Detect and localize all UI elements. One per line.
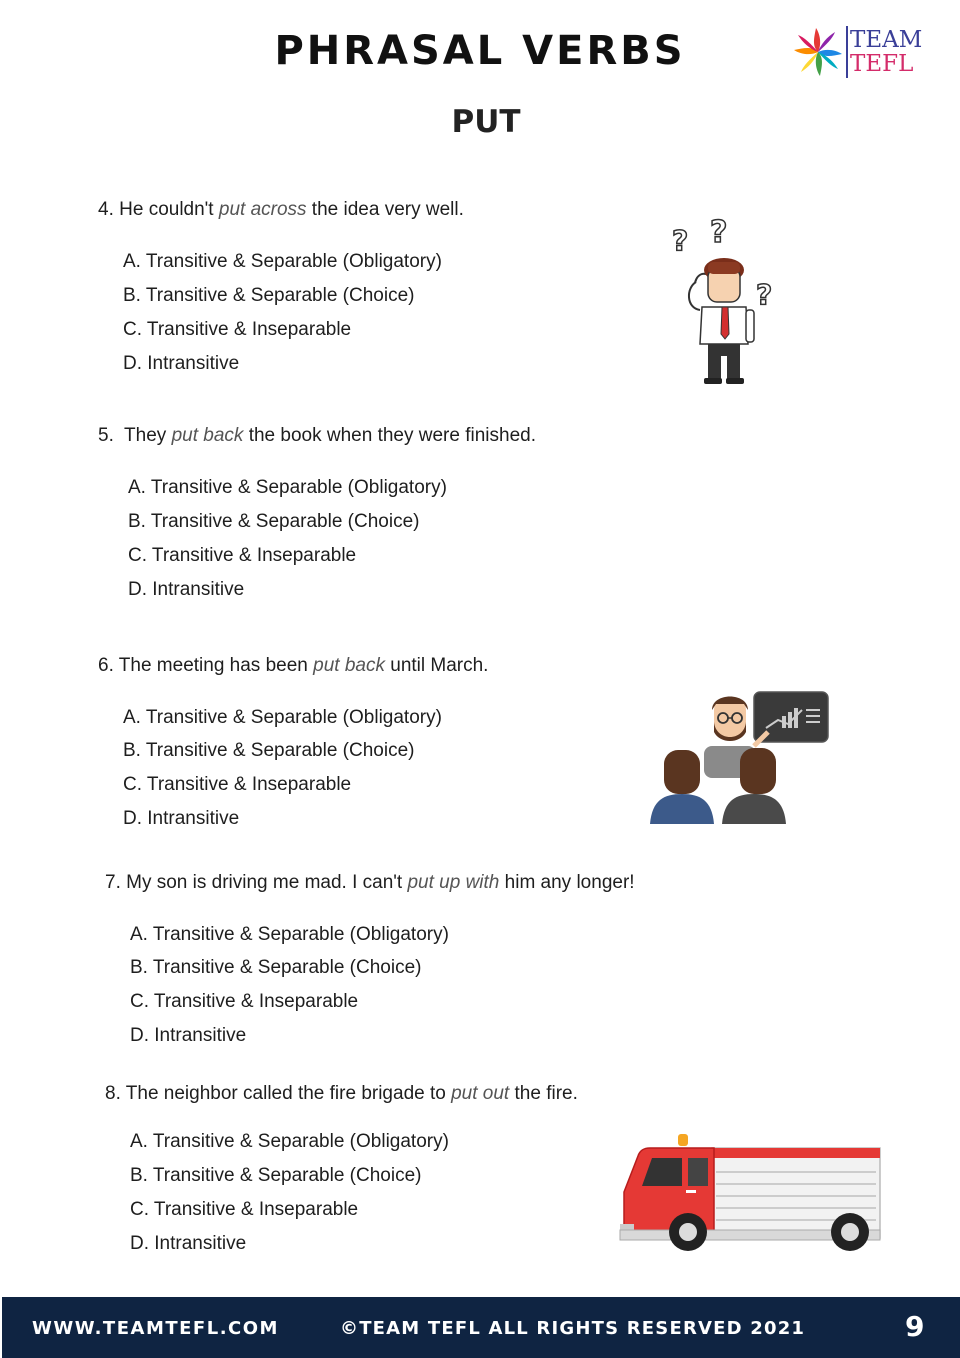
pinwheel-logo-icon	[792, 24, 844, 80]
phrasal-verb: put back	[171, 425, 244, 446]
question-7	[105, 872, 635, 894]
option-a: A. Transitive & Separable (Obligatory)	[128, 477, 447, 498]
question-4	[98, 199, 464, 221]
option-b: B. Transitive & Separable (Choice)	[123, 285, 415, 306]
option-c: C. Transitive & Inseparable	[130, 1199, 359, 1220]
option-d: D. Intransitive	[130, 1233, 247, 1254]
option-a: A. Transitive & Separable (Obligatory)	[130, 1131, 449, 1152]
page-title: PHRASAL VERBS	[274, 28, 686, 74]
logo-text-tefl: TEFL	[850, 51, 914, 77]
question-text: 7. My son is driving me mad. I can't	[105, 872, 408, 893]
option-d: D. Intransitive	[130, 1025, 247, 1046]
option-c: C. Transitive & Inseparable	[130, 991, 359, 1012]
confused-man-icon	[662, 212, 782, 387]
phrasal-verb: put back	[313, 655, 385, 676]
option-d: D. Intransitive	[128, 579, 245, 600]
option-a: A. Transitive & Separable (Obligatory)	[123, 707, 442, 728]
phrasal-verb: put across	[218, 199, 307, 220]
question-text: the book when they were finished.	[243, 425, 536, 446]
option-a: A. Transitive & Separable (Obligatory)	[123, 251, 442, 272]
question-text: 5. They	[98, 425, 172, 446]
logo-divider	[846, 26, 848, 78]
option-c: C. Transitive & Inseparable	[123, 319, 352, 340]
question-text: 6. The meeting has been	[98, 655, 314, 676]
svg-text:?: ?	[710, 215, 728, 250]
option-b: B. Transitive & Separable (Choice)	[130, 1165, 422, 1186]
page-number: 9	[905, 1310, 925, 1343]
question-5	[98, 425, 536, 447]
question-text: the idea very well.	[306, 199, 464, 220]
team-tefl-logo	[792, 24, 942, 84]
question-text: him any longer!	[499, 872, 635, 893]
footer-copyright: ©TEAM TEFL ALL RIGHTS RESERVED 2021	[340, 1318, 806, 1339]
question-8	[105, 1083, 578, 1105]
option-b: B. Transitive & Separable (Choice)	[123, 740, 415, 761]
option-c: C. Transitive & Inseparable	[123, 774, 352, 795]
logo-text-team: TEAM	[850, 27, 923, 53]
svg-text:?: ?	[672, 224, 689, 257]
phrasal-verb: put out	[451, 1083, 510, 1104]
question-text: 4. He couldn't	[98, 199, 219, 220]
question-text: until March.	[384, 655, 489, 676]
page-subtitle: PUT	[451, 104, 521, 140]
option-d: D. Intransitive	[123, 808, 240, 829]
page-footer	[2, 1297, 960, 1358]
meeting-presentation-icon	[646, 688, 836, 828]
fire-truck-icon	[616, 1128, 884, 1256]
phrasal-verb: put up with	[407, 872, 500, 893]
question-text: 8. The neighbor called the fire brigade to	[105, 1083, 452, 1104]
option-d: D. Intransitive	[123, 353, 240, 374]
question-text: the fire.	[509, 1083, 578, 1104]
option-c: C. Transitive & Inseparable	[128, 545, 357, 566]
option-b: B. Transitive & Separable (Choice)	[130, 957, 422, 978]
option-a: A. Transitive & Separable (Obligatory)	[130, 924, 449, 945]
question-6	[98, 655, 488, 677]
footer-website-link[interactable]: WWW.TEAMTEFL.COM	[32, 1318, 279, 1339]
option-b: B. Transitive & Separable (Choice)	[128, 511, 420, 532]
svg-text:?: ?	[756, 278, 773, 311]
